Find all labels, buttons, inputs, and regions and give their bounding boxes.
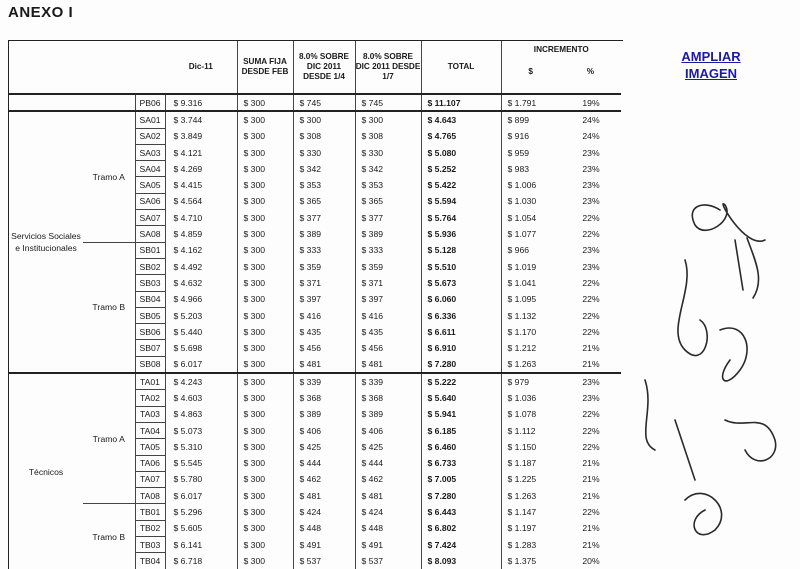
cell-inc-money: $ 1.077 bbox=[501, 226, 561, 242]
signature-stroke bbox=[720, 328, 747, 381]
cell-pct-julio: $ 425 bbox=[355, 439, 421, 455]
cell-code: TA04 bbox=[135, 422, 165, 438]
cell-pct-julio: $ 342 bbox=[355, 161, 421, 177]
row-group-blank bbox=[9, 94, 135, 111]
cell-pct-julio: $ 416 bbox=[355, 307, 421, 323]
cell-pct-julio: $ 377 bbox=[355, 210, 421, 226]
cell-suma: $ 300 bbox=[237, 128, 293, 144]
cell-inc-money: $ 1.212 bbox=[501, 340, 561, 356]
subgroup-label: Tramo B bbox=[83, 504, 135, 569]
cell-dic: $ 5.073 bbox=[173, 425, 203, 436]
cell-inc-pct: 21% bbox=[582, 539, 600, 550]
header-total: TOTAL bbox=[421, 41, 501, 94]
cell-total: $ 5.673 bbox=[421, 275, 501, 291]
table-row bbox=[9, 111, 621, 128]
cell-inc-money: $ 1.095 bbox=[501, 291, 561, 307]
cell-pct-abril: $ 397 bbox=[293, 291, 355, 307]
signature-stroke bbox=[678, 260, 707, 356]
cell-pct-abril: $ 424 bbox=[293, 504, 355, 520]
cell-code: PB06 bbox=[135, 94, 165, 111]
cell-suma: $ 300 bbox=[237, 291, 293, 307]
cell-code: SB08 bbox=[135, 356, 165, 373]
table-row bbox=[9, 242, 621, 258]
cell-total: $ 5.222 bbox=[421, 373, 501, 390]
cell-suma: $ 300 bbox=[237, 488, 293, 504]
cell-inc-pct: 21% bbox=[582, 490, 600, 501]
cell-pct-abril: $ 462 bbox=[293, 471, 355, 487]
cell-pct-julio: $ 481 bbox=[355, 488, 421, 504]
cell-suma: $ 300 bbox=[237, 242, 293, 258]
cell-pct-julio: $ 481 bbox=[355, 356, 421, 373]
cell-suma: $ 300 bbox=[237, 471, 293, 487]
cell-total: $ 5.510 bbox=[421, 258, 501, 274]
cell-total: $ 4.765 bbox=[421, 128, 501, 144]
cell-inc-money: $ 1.041 bbox=[501, 275, 561, 291]
salary-table bbox=[9, 41, 621, 569]
page-title: ANEXO I bbox=[8, 4, 74, 21]
cell-code: SB05 bbox=[135, 307, 165, 323]
cell-inc-money: $ 983 bbox=[501, 161, 561, 177]
signature-stroke bbox=[645, 380, 695, 480]
cell-inc-money: $ 1.263 bbox=[501, 356, 561, 373]
cell-total: $ 5.080 bbox=[421, 144, 501, 160]
header-blank bbox=[9, 41, 165, 94]
cell-inc-pct: 22% bbox=[582, 212, 600, 223]
cell-dic: $ 4.269 bbox=[173, 163, 203, 174]
cell-dic: $ 5.605 bbox=[173, 523, 203, 534]
cell-code: SB07 bbox=[135, 340, 165, 356]
cell-inc-pct: 24% bbox=[561, 111, 621, 128]
cell-code: SA05 bbox=[135, 177, 165, 193]
cell-inc-pct: 22% bbox=[582, 229, 600, 240]
cell-pct-julio: $ 456 bbox=[355, 340, 421, 356]
cell-dic: $ 6.017 bbox=[173, 359, 203, 370]
cell-total: $ 6.733 bbox=[421, 455, 501, 471]
cell-pct-julio: $ 448 bbox=[355, 520, 421, 536]
cell-pct-abril: $ 308 bbox=[293, 128, 355, 144]
cell-pct-julio: $ 424 bbox=[355, 504, 421, 520]
cell-pct-julio: $ 300 bbox=[355, 111, 421, 128]
cell-total: $ 4.643 bbox=[421, 111, 501, 128]
cell-total: $ 7.005 bbox=[421, 471, 501, 487]
cell-code: SB03 bbox=[135, 275, 165, 291]
cell-inc-pct: 22% bbox=[582, 441, 600, 452]
cell-pct-abril: $ 339 bbox=[293, 373, 355, 390]
cell-pct-abril: $ 448 bbox=[293, 520, 355, 536]
cell-inc-money: $ 1.112 bbox=[501, 422, 561, 438]
cell-dic: $ 4.632 bbox=[173, 277, 203, 288]
cell-total: $ 6.802 bbox=[421, 520, 501, 536]
cell-code: SA06 bbox=[135, 193, 165, 209]
cell-dic: $ 6.141 bbox=[173, 539, 203, 550]
cell-code: SB01 bbox=[135, 242, 165, 258]
cell-suma: $ 300 bbox=[237, 455, 293, 471]
cell-total: $ 5.422 bbox=[421, 177, 501, 193]
cell-inc-money: $ 1.147 bbox=[501, 504, 561, 520]
cell-inc-pct: 22% bbox=[582, 310, 600, 321]
cell-inc-money: $ 1.170 bbox=[501, 324, 561, 340]
cell-pct-julio: $ 333 bbox=[355, 242, 421, 258]
cell-code: SA08 bbox=[135, 226, 165, 242]
ampliar-imagen-link[interactable] bbox=[656, 48, 766, 82]
cell-pct-abril: $ 389 bbox=[293, 226, 355, 242]
signature-stroke bbox=[735, 238, 759, 298]
cell-inc-money: $ 1.078 bbox=[501, 406, 561, 422]
cell-code: TB02 bbox=[135, 520, 165, 536]
header-pct-abril: 8.0% SOBRE DIC 2011 DESDE 1/4 bbox=[293, 41, 355, 94]
cell-code: SB04 bbox=[135, 291, 165, 307]
cell-dic: $ 4.710 bbox=[173, 212, 203, 223]
table-row bbox=[9, 373, 621, 390]
cell-suma: $ 300 bbox=[237, 537, 293, 553]
cell-inc-pct: 22% bbox=[582, 409, 600, 420]
cell-total: $ 6.060 bbox=[421, 291, 501, 307]
cell-dic: $ 3.849 bbox=[173, 131, 203, 142]
cell-pct-julio: $ 371 bbox=[355, 275, 421, 291]
cell-pct-abril: $ 481 bbox=[293, 488, 355, 504]
cell-inc-money: $ 1.006 bbox=[501, 177, 561, 193]
cell-pct-abril: $ 444 bbox=[293, 455, 355, 471]
cell-inc-pct: 23% bbox=[582, 163, 600, 174]
cell-inc-pct: 23% bbox=[582, 261, 600, 272]
cell-inc-money: $ 1.197 bbox=[501, 520, 561, 536]
cell-inc-pct: 22% bbox=[582, 326, 600, 337]
header-incremento bbox=[501, 41, 621, 94]
cell-inc-pct: 22% bbox=[582, 277, 600, 288]
cell-inc-money: $ 1.283 bbox=[501, 537, 561, 553]
cell-inc-money: $ 1.187 bbox=[501, 455, 561, 471]
cell-pct-abril: $ 342 bbox=[293, 161, 355, 177]
cell-inc-money: $ 1.019 bbox=[501, 258, 561, 274]
cell-code: SA07 bbox=[135, 210, 165, 226]
cell-total: $ 5.764 bbox=[421, 210, 501, 226]
cell-dic: $ 5.440 bbox=[173, 326, 203, 337]
cell-dic: $ 4.162 bbox=[173, 245, 203, 256]
signature-stroke bbox=[685, 493, 722, 534]
cell-pct-abril: $ 353 bbox=[293, 177, 355, 193]
cell-total: $ 5.594 bbox=[421, 193, 501, 209]
header-suma-fija: SUMA FIJA DESDE FEB bbox=[237, 41, 293, 94]
group-label: Técnicos bbox=[9, 373, 83, 569]
cell-inc-pct: 20% bbox=[582, 555, 600, 566]
cell-suma: $ 300 bbox=[237, 373, 293, 390]
cell-pct-abril: $ 481 bbox=[293, 356, 355, 373]
cell-inc-pct: 21% bbox=[582, 474, 600, 485]
cell-inc-pct: 23% bbox=[582, 196, 600, 207]
header-inc-pct: % bbox=[586, 67, 595, 76]
cell-suma: $ 300 bbox=[237, 307, 293, 323]
header-row bbox=[9, 41, 621, 94]
cell-dic: $ 4.859 bbox=[173, 229, 203, 240]
cell-code: TB01 bbox=[135, 504, 165, 520]
cell-inc-pct: 23% bbox=[582, 147, 600, 158]
cell-total: $ 6.460 bbox=[421, 439, 501, 455]
cell-inc-pct: 21% bbox=[582, 523, 600, 534]
cell-suma: $ 300 bbox=[237, 422, 293, 438]
cell-dic: $ 5.296 bbox=[173, 507, 203, 518]
cell-total: $ 7.280 bbox=[421, 356, 501, 373]
cell-inc-money: $ 1.036 bbox=[501, 390, 561, 406]
cell-total: $ 5.252 bbox=[421, 161, 501, 177]
cell-total: $ 6.611 bbox=[421, 324, 501, 340]
cell-inc-pct: 21% bbox=[582, 343, 600, 354]
cell-pct-abril: $ 745 bbox=[293, 94, 355, 111]
cell-total: $ 6.910 bbox=[421, 340, 501, 356]
cell-code: TB03 bbox=[135, 537, 165, 553]
cell-inc-pct: 23% bbox=[582, 180, 600, 191]
cell-inc-money: $ 959 bbox=[501, 144, 561, 160]
cell-dic: $ 6.718 bbox=[173, 555, 203, 566]
cell-inc-pct: 23% bbox=[561, 373, 621, 390]
cell-pct-abril: $ 425 bbox=[293, 439, 355, 455]
salary-table-sheet bbox=[8, 40, 623, 569]
cell-pct-abril: $ 300 bbox=[293, 111, 355, 128]
cell-pct-julio: $ 435 bbox=[355, 324, 421, 340]
cell-inc-money: $ 1.225 bbox=[501, 471, 561, 487]
cell-dic: $ 4.863 bbox=[173, 409, 203, 420]
cell-pct-julio: $ 462 bbox=[355, 471, 421, 487]
cell-inc-money: $ 1.791 bbox=[501, 94, 561, 111]
cell-code: SA03 bbox=[135, 144, 165, 160]
cell-total: $ 5.936 bbox=[421, 226, 501, 242]
cell-pct-julio: $ 365 bbox=[355, 193, 421, 209]
cell-pct-julio: $ 339 bbox=[355, 373, 421, 390]
cell-inc-money: $ 899 bbox=[501, 111, 561, 128]
cell-suma: $ 300 bbox=[237, 94, 293, 111]
cell-pct-abril: $ 359 bbox=[293, 258, 355, 274]
cell-dic: $ 4.492 bbox=[173, 261, 203, 272]
cell-inc-money: $ 1.030 bbox=[501, 193, 561, 209]
cell-code: TA02 bbox=[135, 390, 165, 406]
cell-dic: $ 3.744 bbox=[165, 111, 237, 128]
header-incremento-label: INCREMENTO bbox=[533, 45, 589, 54]
cell-pct-julio: $ 406 bbox=[355, 422, 421, 438]
subgroup-label: Tramo B bbox=[83, 242, 135, 373]
cell-total: $ 5.128 bbox=[421, 242, 501, 258]
cell-inc-pct: 23% bbox=[582, 245, 600, 256]
cell-suma: $ 300 bbox=[237, 439, 293, 455]
cell-pct-julio: $ 444 bbox=[355, 455, 421, 471]
cell-inc-money: $ 979 bbox=[501, 373, 561, 390]
handwritten-signature bbox=[625, 180, 795, 560]
header-dic: Dic-11 bbox=[165, 41, 237, 94]
cell-suma: $ 300 bbox=[237, 340, 293, 356]
cell-total: $ 6.443 bbox=[421, 504, 501, 520]
table-row bbox=[9, 504, 621, 520]
cell-inc-money: $ 1.150 bbox=[501, 439, 561, 455]
cell-pct-julio: $ 537 bbox=[355, 553, 421, 569]
cell-suma: $ 300 bbox=[237, 553, 293, 569]
cell-inc-pct: 21% bbox=[582, 359, 600, 370]
cell-suma: $ 300 bbox=[237, 210, 293, 226]
cell-total: $ 8.093 bbox=[421, 553, 501, 569]
cell-code: TA07 bbox=[135, 471, 165, 487]
cell-pct-abril: $ 416 bbox=[293, 307, 355, 323]
cell-total: $ 5.941 bbox=[421, 406, 501, 422]
cell-total: $ 7.424 bbox=[421, 537, 501, 553]
cell-suma: $ 300 bbox=[237, 161, 293, 177]
cell-inc-money: $ 1.054 bbox=[501, 210, 561, 226]
cell-suma: $ 300 bbox=[237, 193, 293, 209]
cell-code: TA06 bbox=[135, 455, 165, 471]
cell-code: SA02 bbox=[135, 128, 165, 144]
cell-total: $ 5.640 bbox=[421, 390, 501, 406]
cell-pct-julio: $ 491 bbox=[355, 537, 421, 553]
cell-suma: $ 300 bbox=[237, 504, 293, 520]
header-inc-money: $ bbox=[528, 67, 533, 76]
cell-inc-pct: 22% bbox=[582, 425, 600, 436]
signature-stroke bbox=[725, 420, 776, 461]
cell-pct-abril: $ 368 bbox=[293, 390, 355, 406]
cell-code: TA01 bbox=[135, 373, 165, 390]
cell-dic: $ 4.564 bbox=[173, 196, 203, 207]
cell-inc-money: $ 916 bbox=[501, 128, 561, 144]
cell-dic: $ 4.415 bbox=[173, 180, 203, 191]
cell-code: SA04 bbox=[135, 161, 165, 177]
cell-total: $ 6.185 bbox=[421, 422, 501, 438]
cell-code: TB04 bbox=[135, 553, 165, 569]
cell-inc-pct: 22% bbox=[582, 507, 600, 518]
cell-pct-abril: $ 537 bbox=[293, 553, 355, 569]
cell-dic: $ 4.121 bbox=[173, 147, 203, 158]
table-row bbox=[9, 94, 621, 111]
cell-suma: $ 300 bbox=[237, 144, 293, 160]
cell-suma: $ 300 bbox=[237, 275, 293, 291]
cell-inc-pct: 23% bbox=[582, 392, 600, 403]
cell-code: TA08 bbox=[135, 488, 165, 504]
cell-pct-abril: $ 371 bbox=[293, 275, 355, 291]
cell-pct-julio: $ 389 bbox=[355, 406, 421, 422]
subgroup-label: Tramo A bbox=[83, 111, 135, 242]
cell-inc-money: $ 1.375 bbox=[501, 553, 561, 569]
cell-inc-money: $ 1.263 bbox=[501, 488, 561, 504]
cell-dic: $ 5.698 bbox=[173, 343, 203, 354]
cell-inc-pct: 24% bbox=[582, 131, 600, 142]
cell-pct-julio: $ 389 bbox=[355, 226, 421, 242]
cell-inc-pct: 19% bbox=[582, 97, 600, 108]
cell-suma: $ 300 bbox=[237, 406, 293, 422]
cell-total: $ 11.107 bbox=[421, 94, 501, 111]
subgroup-label: Tramo A bbox=[83, 373, 135, 504]
cell-pct-julio: $ 353 bbox=[355, 177, 421, 193]
cell-dic: $ 4.243 bbox=[165, 373, 237, 390]
cell-suma: $ 300 bbox=[237, 177, 293, 193]
cell-inc-pct: 22% bbox=[582, 294, 600, 305]
cell-code: SB06 bbox=[135, 324, 165, 340]
cell-suma: $ 300 bbox=[237, 520, 293, 536]
cell-suma: $ 300 bbox=[237, 226, 293, 242]
cell-pct-abril: $ 333 bbox=[293, 242, 355, 258]
cell-pct-abril: $ 456 bbox=[293, 340, 355, 356]
cell-pct-abril: $ 377 bbox=[293, 210, 355, 226]
cell-suma: $ 300 bbox=[237, 111, 293, 128]
cell-suma: $ 300 bbox=[237, 390, 293, 406]
cell-dic: $ 5.203 bbox=[173, 310, 203, 321]
cell-pct-abril: $ 491 bbox=[293, 537, 355, 553]
cell-inc-money: $ 966 bbox=[501, 242, 561, 258]
cell-suma: $ 300 bbox=[237, 258, 293, 274]
cell-dic: $ 9.316 bbox=[173, 97, 203, 108]
cell-total: $ 7.280 bbox=[421, 488, 501, 504]
table-body bbox=[9, 94, 621, 569]
cell-total: $ 6.336 bbox=[421, 307, 501, 323]
cell-pct-abril: $ 389 bbox=[293, 406, 355, 422]
header-pct-julio: 8.0% SOBRE DIC 2011 DESDE 1/7 bbox=[355, 41, 421, 94]
cell-pct-abril: $ 365 bbox=[293, 193, 355, 209]
cell-pct-abril: $ 406 bbox=[293, 422, 355, 438]
cell-pct-julio: $ 359 bbox=[355, 258, 421, 274]
cell-suma: $ 300 bbox=[237, 324, 293, 340]
cell-pct-julio: $ 330 bbox=[355, 144, 421, 160]
cell-pct-abril: $ 435 bbox=[293, 324, 355, 340]
cell-code: SB02 bbox=[135, 258, 165, 274]
cell-code: TA05 bbox=[135, 439, 165, 455]
cell-pct-julio: $ 308 bbox=[355, 128, 421, 144]
signature-stroke bbox=[692, 204, 765, 241]
cell-dic: $ 5.780 bbox=[173, 474, 203, 485]
cell-suma: $ 300 bbox=[237, 356, 293, 373]
group-label: Servicios Sociales e Institucionales bbox=[9, 111, 83, 373]
link-line-2: IMAGEN bbox=[685, 66, 737, 81]
cell-code: SA01 bbox=[135, 111, 165, 128]
cell-dic: $ 4.603 bbox=[173, 392, 203, 403]
cell-dic: $ 5.545 bbox=[173, 458, 203, 469]
cell-pct-julio: $ 397 bbox=[355, 291, 421, 307]
cell-pct-julio: $ 745 bbox=[355, 94, 421, 111]
cell-code: TA03 bbox=[135, 406, 165, 422]
cell-inc-money: $ 1.132 bbox=[501, 307, 561, 323]
cell-pct-julio: $ 368 bbox=[355, 390, 421, 406]
cell-inc-pct: 21% bbox=[582, 458, 600, 469]
link-line-1: AMPLIAR bbox=[681, 49, 741, 64]
cell-dic: $ 4.966 bbox=[173, 294, 203, 305]
cell-pct-abril: $ 330 bbox=[293, 144, 355, 160]
cell-dic: $ 5.310 bbox=[173, 441, 203, 452]
cell-dic: $ 6.017 bbox=[173, 490, 203, 501]
